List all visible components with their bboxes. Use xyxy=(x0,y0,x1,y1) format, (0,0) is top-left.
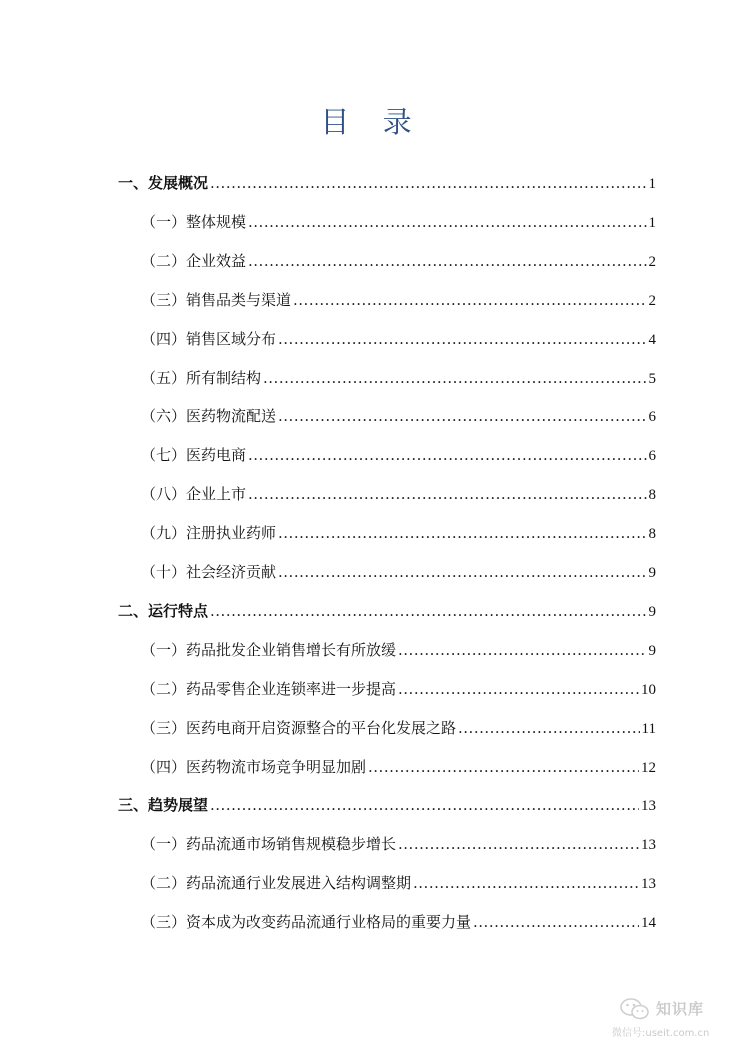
watermark-name: 知识库 xyxy=(656,1000,705,1018)
toc-dot-leader xyxy=(248,244,646,278)
toc-subsection-entry[interactable] xyxy=(141,477,656,511)
toc-entry-label: （一）药品批发企业销售增长有所放缓 xyxy=(141,640,397,659)
toc-dot-leader xyxy=(398,633,646,667)
toc-page-number: 6 xyxy=(648,448,656,465)
toc-page-number: 9 xyxy=(648,565,656,581)
toc-entry-label: （三）销售品类与渠道 xyxy=(141,290,292,309)
toc-dot-leader xyxy=(248,477,646,511)
toc-subsection-entry[interactable] xyxy=(141,205,656,239)
toc-dot-leader xyxy=(263,361,646,395)
toc-dot-leader xyxy=(210,166,646,200)
toc-subsection-entry[interactable] xyxy=(141,905,656,939)
toc-dot-leader xyxy=(278,322,646,356)
toc-entry-label: （三）医药电商开启资源整合的平台化发展之路 xyxy=(141,718,457,737)
toc-dot-leader xyxy=(458,711,640,745)
toc-dot-leader xyxy=(248,205,646,239)
toc-page-number: 8 xyxy=(648,487,656,504)
toc-page-number: 1 xyxy=(648,214,656,231)
toc-dot-leader xyxy=(473,905,639,939)
toc-page-number: 13 xyxy=(641,798,656,815)
toc-dot-leader xyxy=(293,283,646,317)
toc-page-number: 9 xyxy=(648,603,656,620)
toc-subsection-entry[interactable] xyxy=(141,633,656,667)
toc-entry-label: （七）医药电商 xyxy=(141,446,247,465)
toc-page-number: 4 xyxy=(648,331,656,348)
toc-entry-label: （六）医药物流配送 xyxy=(141,407,277,426)
toc-dot-leader xyxy=(398,672,639,706)
toc-page-number: 13 xyxy=(641,876,656,893)
toc-subsection-entry[interactable] xyxy=(141,711,656,745)
toc-entry-label: （四）销售区域分布 xyxy=(141,329,277,348)
toc-dot-leader xyxy=(210,788,639,822)
toc-entry-label: （二）企业效益 xyxy=(141,251,247,270)
toc-subsection-entry[interactable] xyxy=(141,750,656,784)
toc-subsection-entry[interactable] xyxy=(141,827,656,861)
watermark xyxy=(610,994,730,1042)
toc-page-number: 6 xyxy=(648,409,656,426)
toc-section-entry[interactable] xyxy=(118,788,656,822)
toc-entry-label: （八）企业上市 xyxy=(141,485,247,504)
toc-entry-label: 二、运行特点 xyxy=(118,601,209,620)
toc-page-number: 11 xyxy=(641,720,656,737)
toc-dot-leader xyxy=(413,866,639,900)
toc-dot-leader xyxy=(278,555,646,589)
toc-entry-label: （二）药品零售企业连锁率进一步提高 xyxy=(141,679,397,698)
toc-dot-leader xyxy=(278,399,646,433)
toc-subsection-entry[interactable] xyxy=(141,672,656,706)
toc-subsection-entry[interactable] xyxy=(141,866,656,900)
toc-subsection-entry[interactable] xyxy=(141,555,656,589)
toc-dot-leader xyxy=(398,827,639,861)
toc-subsection-entry[interactable] xyxy=(141,516,656,550)
toc-page-number: 1 xyxy=(648,176,656,192)
toc-subsection-entry[interactable] xyxy=(141,361,656,395)
toc-page-number: 5 xyxy=(648,370,656,387)
toc-entry-label: 一、发展概况 xyxy=(118,174,209,192)
toc-entry-label: （一）药品流通市场销售规模稳步增长 xyxy=(141,835,397,854)
toc-dot-leader xyxy=(248,438,646,472)
watermark-subtitle: 微信号:useit.com.cn xyxy=(612,1028,710,1039)
toc-page-number: 8 xyxy=(648,526,656,543)
toc-dot-leader xyxy=(278,516,646,550)
toc-page-number: 14 xyxy=(641,915,656,932)
toc-page-number: 12 xyxy=(641,759,656,776)
toc-subsection-entry[interactable] xyxy=(141,244,656,278)
toc-section-entry[interactable] xyxy=(118,166,656,200)
toc-subsection-entry[interactable] xyxy=(141,438,656,472)
toc-subsection-entry[interactable] xyxy=(141,399,656,433)
page-title: 目 录 xyxy=(320,105,424,139)
toc-entry-label: （十）社会经济贡献 xyxy=(141,563,277,581)
toc-page-number: 13 xyxy=(641,837,656,854)
toc-page-number: 2 xyxy=(648,292,656,309)
toc-page-number: 10 xyxy=(641,681,656,698)
toc-entry-label: 三、趋势展望 xyxy=(118,796,209,815)
toc-page-number: 9 xyxy=(648,642,656,659)
toc-dot-leader xyxy=(368,750,639,784)
toc-entry-label: （五）所有制结构 xyxy=(141,368,262,387)
toc-entry-label: （二）药品流通行业发展进入结构调整期 xyxy=(141,874,412,893)
toc-entry-label: （三）资本成为改变药品流通行业格局的重要力量 xyxy=(141,913,472,932)
toc-entry-label: （一）整体规模 xyxy=(141,212,247,231)
toc-subsection-entry[interactable] xyxy=(141,283,656,317)
toc-dot-leader xyxy=(210,594,646,628)
wechat-icon xyxy=(620,998,650,1020)
toc-entry-label: （四）医药物流市场竞争明显加剧 xyxy=(141,757,367,776)
toc-page-number: 2 xyxy=(648,253,656,270)
toc-entry-label: （九）注册执业药师 xyxy=(141,524,277,543)
toc-subsection-entry[interactable] xyxy=(141,322,656,356)
toc-section-entry[interactable] xyxy=(118,594,656,628)
